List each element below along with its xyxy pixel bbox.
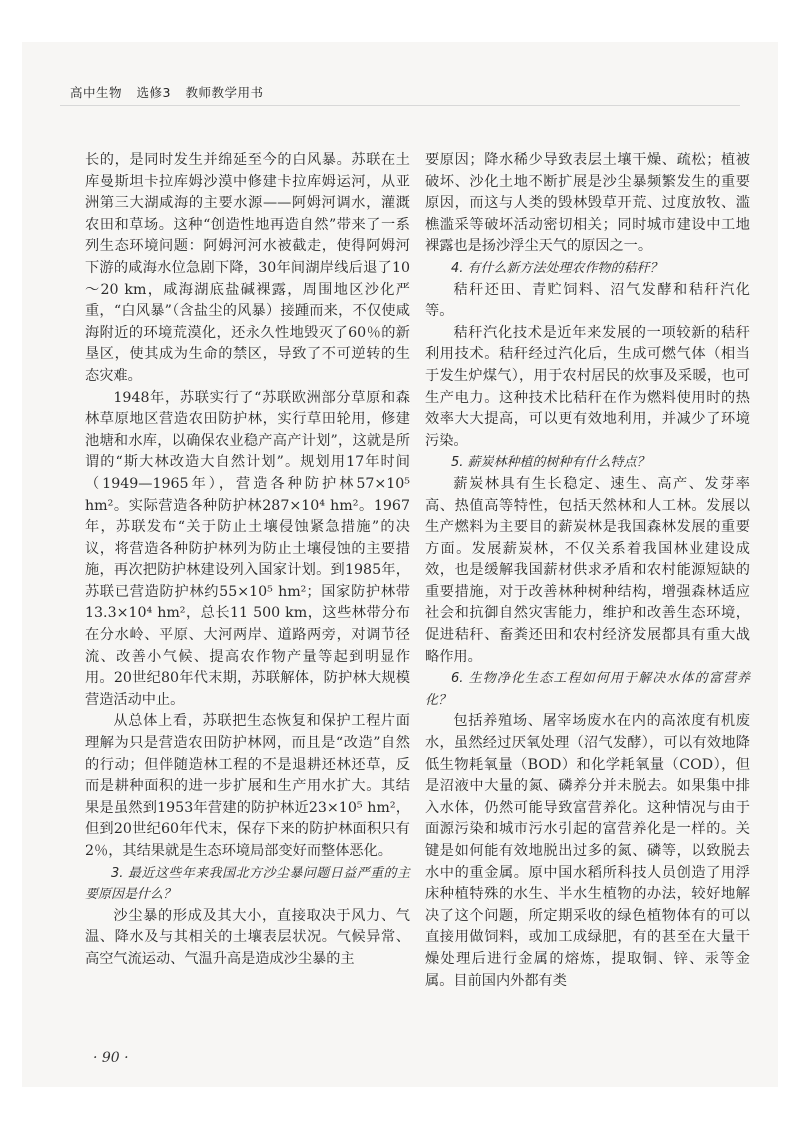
left-column [85,150,410,971]
paragraph: 包括养殖场、屠宰场废水在内的高浓度有机废水，虽然经过厌氧处理（沼气发酵），可以有效地降低生物耗氧量（BOD）和化学耗氧量（COD），但是沼液中大量的氮、磷养分并未脱去。如果集中排入水体，仍然可能导致富营养化。这种情况与由于面源污染和城市污水引起的富营养化是一样的。关键是如何能有效地脱出过多的氮、磷等，以致脱去水中的重金属。原中国水稻所科技人员创造了用浮床种植特殊的水生、半水生植物的办法，较好地解决了这个问题，所定期采收的绿色植物体有的可以直接用做饲料，或加工成绿肥，有的甚至在大量干燥处理后进行金属的熔炼，提取铜、锌、汞等金属。目前国内外都有类 [425,713,750,989]
question-heading: 5. 薪炭林种植的树种有什么特点？ [451,455,650,471]
question-heading: 4. 有什么新方法处理农作物的秸秆？ [451,260,663,276]
right-column [425,150,750,992]
header-book-type: 教师教学用书 [185,85,264,100]
header-book-title: 高中生物 [70,85,123,100]
paragraph: 沙尘暴的形成及其大小，直接取决于风力、气温、降水及与其相关的土壤表层状况。气候异常、高空气流运动、气温升高是造成沙尘暴的主 [85,907,410,967]
paragraph: 薪炭林具有生长稳定、速生、高产、发芽率高、热值高等特性，包括天然林和人工林。发展以生产燃料为主要目的薪炭林是我国森林发展的重要方面。发展薪炭林，不仅关系着我国林业建设成效，也是缓解我国薪材供求矛盾和农村能源短缺的重要措施，对于改善林种树种结构，增强森林适应社会和抗御自然灾害能力，维护和改善生态环境，促进秸秆、畜粪还田和农村经济发展都具有重大战略作用。 [425,475,750,665]
paragraph: 长的，是同时发生并绵延至今的白风暴。苏联在土库曼斯坦卡拉库姆沙漠中修建卡拉库姆运河，从亚洲第三大湖咸海的主要水源——阿姆河调水，灌溉农田和草场。这种“创造性地再造自然”带来了一系列生态环境问题：阿姆河河水被截走，使得阿姆河下游的咸海水位急剧下降，30年间湖岸线后退了10～20 km，咸海湖底盐碱裸露，周围地区沙化严重，“白风暴”（含盐尘的风暴）接踵而来，不仅使咸海附近的环境荒漠化，还永久性地毁灭了60％的新垦区，使其成为生命的禁区，导致了不可逆转的生态灾难。 [85,152,410,384]
page-number: · 90 · [93,1050,129,1066]
question-heading: 3. 最近这些年来我国北方沙尘暴问题日益严重的主要原因是什么？ [85,865,410,903]
header-volume: 选修3 [136,85,171,100]
paragraph: 秸秆还田、青贮饲料、沼气发酵和秸秆汽化等。 [425,281,750,320]
paragraph: 1948年，苏联实行了“苏联欧洲部分草原和森林草原地区营造农田防护林，实行草田轮用，修建池塘和水库，以确保农业稳产高产计划”，这就是所谓的“斯大林改造大自然计划”。规划用17年时间（1949—1965年），营造各种防护林57×10⁵ hm²。实际营造各种防护林287×10⁴ hm²。1967年，苏联发布“关于防止土壤侵蚀紧急措施”的决议，将营造各种防护林列为防止土壤侵蚀的主要措施，再次把防护林建设列入国家计划。到1985年，苏联已营造防护林约55×10⁵ hm²；国家防护林带13.3×10⁴ hm²，总长11 500 km，这些林带分布在分水岭、平原、大河两岸、道路两旁，对调节径流、改善小气候、提高农作物产量等起到明显作用。20世纪80年代末期，苏联解体，防护林大规模营造活动中止。 [85,389,410,708]
running-header [70,83,273,101]
paragraph: 秸秆汽化技术是近年来发展的一项较新的秸秆利用技术。秸秆经过汽化后，生成可燃气体（相当于发生炉煤气），用于农村居民的炊事及采暖，也可生产电力。这种技术比秸秆在作为燃料使用时的热效率大大提高，可以更有效地利用，并减少了环境污染。 [425,324,750,449]
paragraph: 要原因；降水稀少导致表层土壤干燥、疏松；植被破坏、沙化土地不断扩展是沙尘暴频繁发生的重要原因，而这与人类的毁林毁草开荒、过度放牧、滥樵滥采等破坏活动密切相关；同时城市建设中工地裸露也是扬沙浮尘天气的原因之一。 [425,152,750,255]
paragraph: 从总体上看，苏联把生态恢复和保护工程片面理解为只是营造农田防护林网，而且是“改造”自然的行动；但伴随造林工程的不是退耕还林还草，反而是耕种面积的进一步扩展和生产用水扩大。其结果是虽然到1953年营建的防护林近23×10⁵ hm²，但到20世纪60年代末，保存下来的防护林面积只有2％，其结果就是生态环境局部变好而整体恶化。 [85,713,410,859]
question-heading: 6. 生物净化生态工程如何用于解决水体的富营养化？ [425,671,750,708]
header-rule [60,105,740,106]
